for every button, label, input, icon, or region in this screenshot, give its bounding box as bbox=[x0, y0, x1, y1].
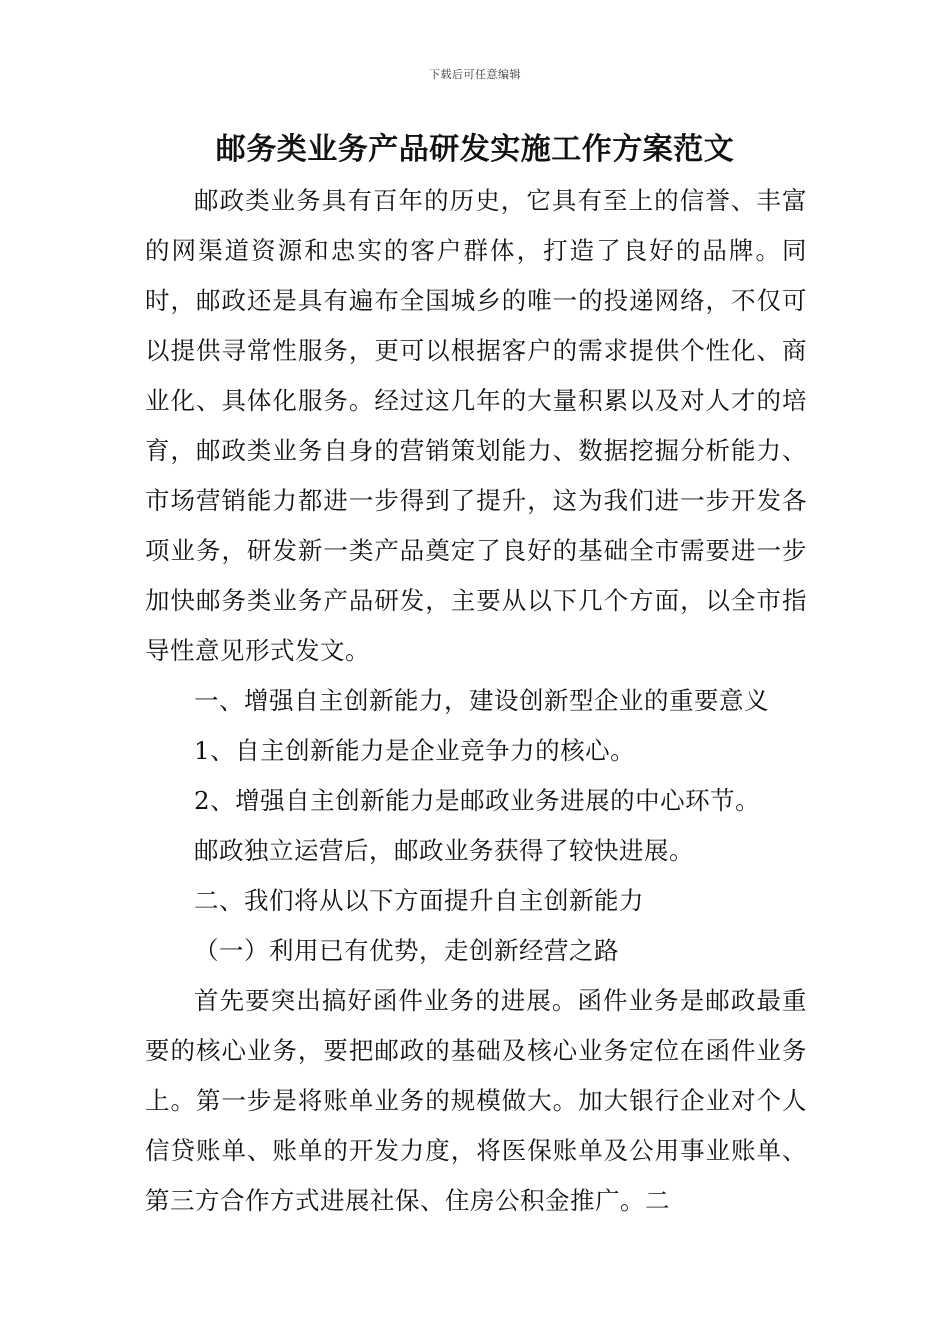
paragraph-section-1-heading: 一、增强自主创新能力，建设创新型企业的重要意义 bbox=[194, 686, 769, 715]
paragraph-item-2: 2、增强自主创新能力是邮政业务进展的中心环节。 bbox=[194, 786, 761, 815]
paragraph-letter-business: 首先要突出搞好函件业务的进展。函件业务是邮政最重要的核心业务，要把邮政的基础及核心业务定位在函件业务上。第一步是将账单业务的规模做大。加大银行企业对个人信贷账单、账单的开发力度，将医保账单及公用事业账单、第三方合作方式进展社保、住房公积金推广。二 bbox=[145, 986, 807, 1215]
paragraph-operation-note: 邮政独立运营后，邮政业务获得了较快进展。 bbox=[194, 836, 694, 865]
paragraph-section-2-heading: 二、我们将从以下方面提升自主创新能力 bbox=[194, 886, 644, 915]
page-header-note: 下载后可任意编辑 bbox=[429, 68, 521, 81]
paragraph-item-1: 1、自主创新能力是企业竞争力的核心。 bbox=[194, 736, 636, 765]
paragraph-subsection-1-heading: （一）利用已有优势，走创新经营之路 bbox=[194, 936, 619, 965]
paragraph-intro: 邮政类业务具有百年的历史，它具有至上的信誉、丰富的网渠道资源和忠实的客户群体，打造了良好的品牌。同时，邮政还是具有遍布全国城乡的唯一的投递网络，不仅可以提供寻常性服务，更可以根据客户的需求提供个性化、商业化、具体化服务。经过这几年的大量积累以及对人才的培育，邮政类业务自身的营销策划能力、数据挖掘分析能力、市场营销能力都进一步得到了提升，这为我们进一步开发各项业务，研发新一类产品奠定了良好的基础全市需要进一步加快邮务类业务产品研发，主要从以下几个方面，以全市指导性意见形式发文。 bbox=[145, 186, 807, 665]
document-title: 邮务类业务产品研发实施工作方案范文 bbox=[215, 132, 735, 167]
document-body bbox=[145, 176, 807, 1226]
